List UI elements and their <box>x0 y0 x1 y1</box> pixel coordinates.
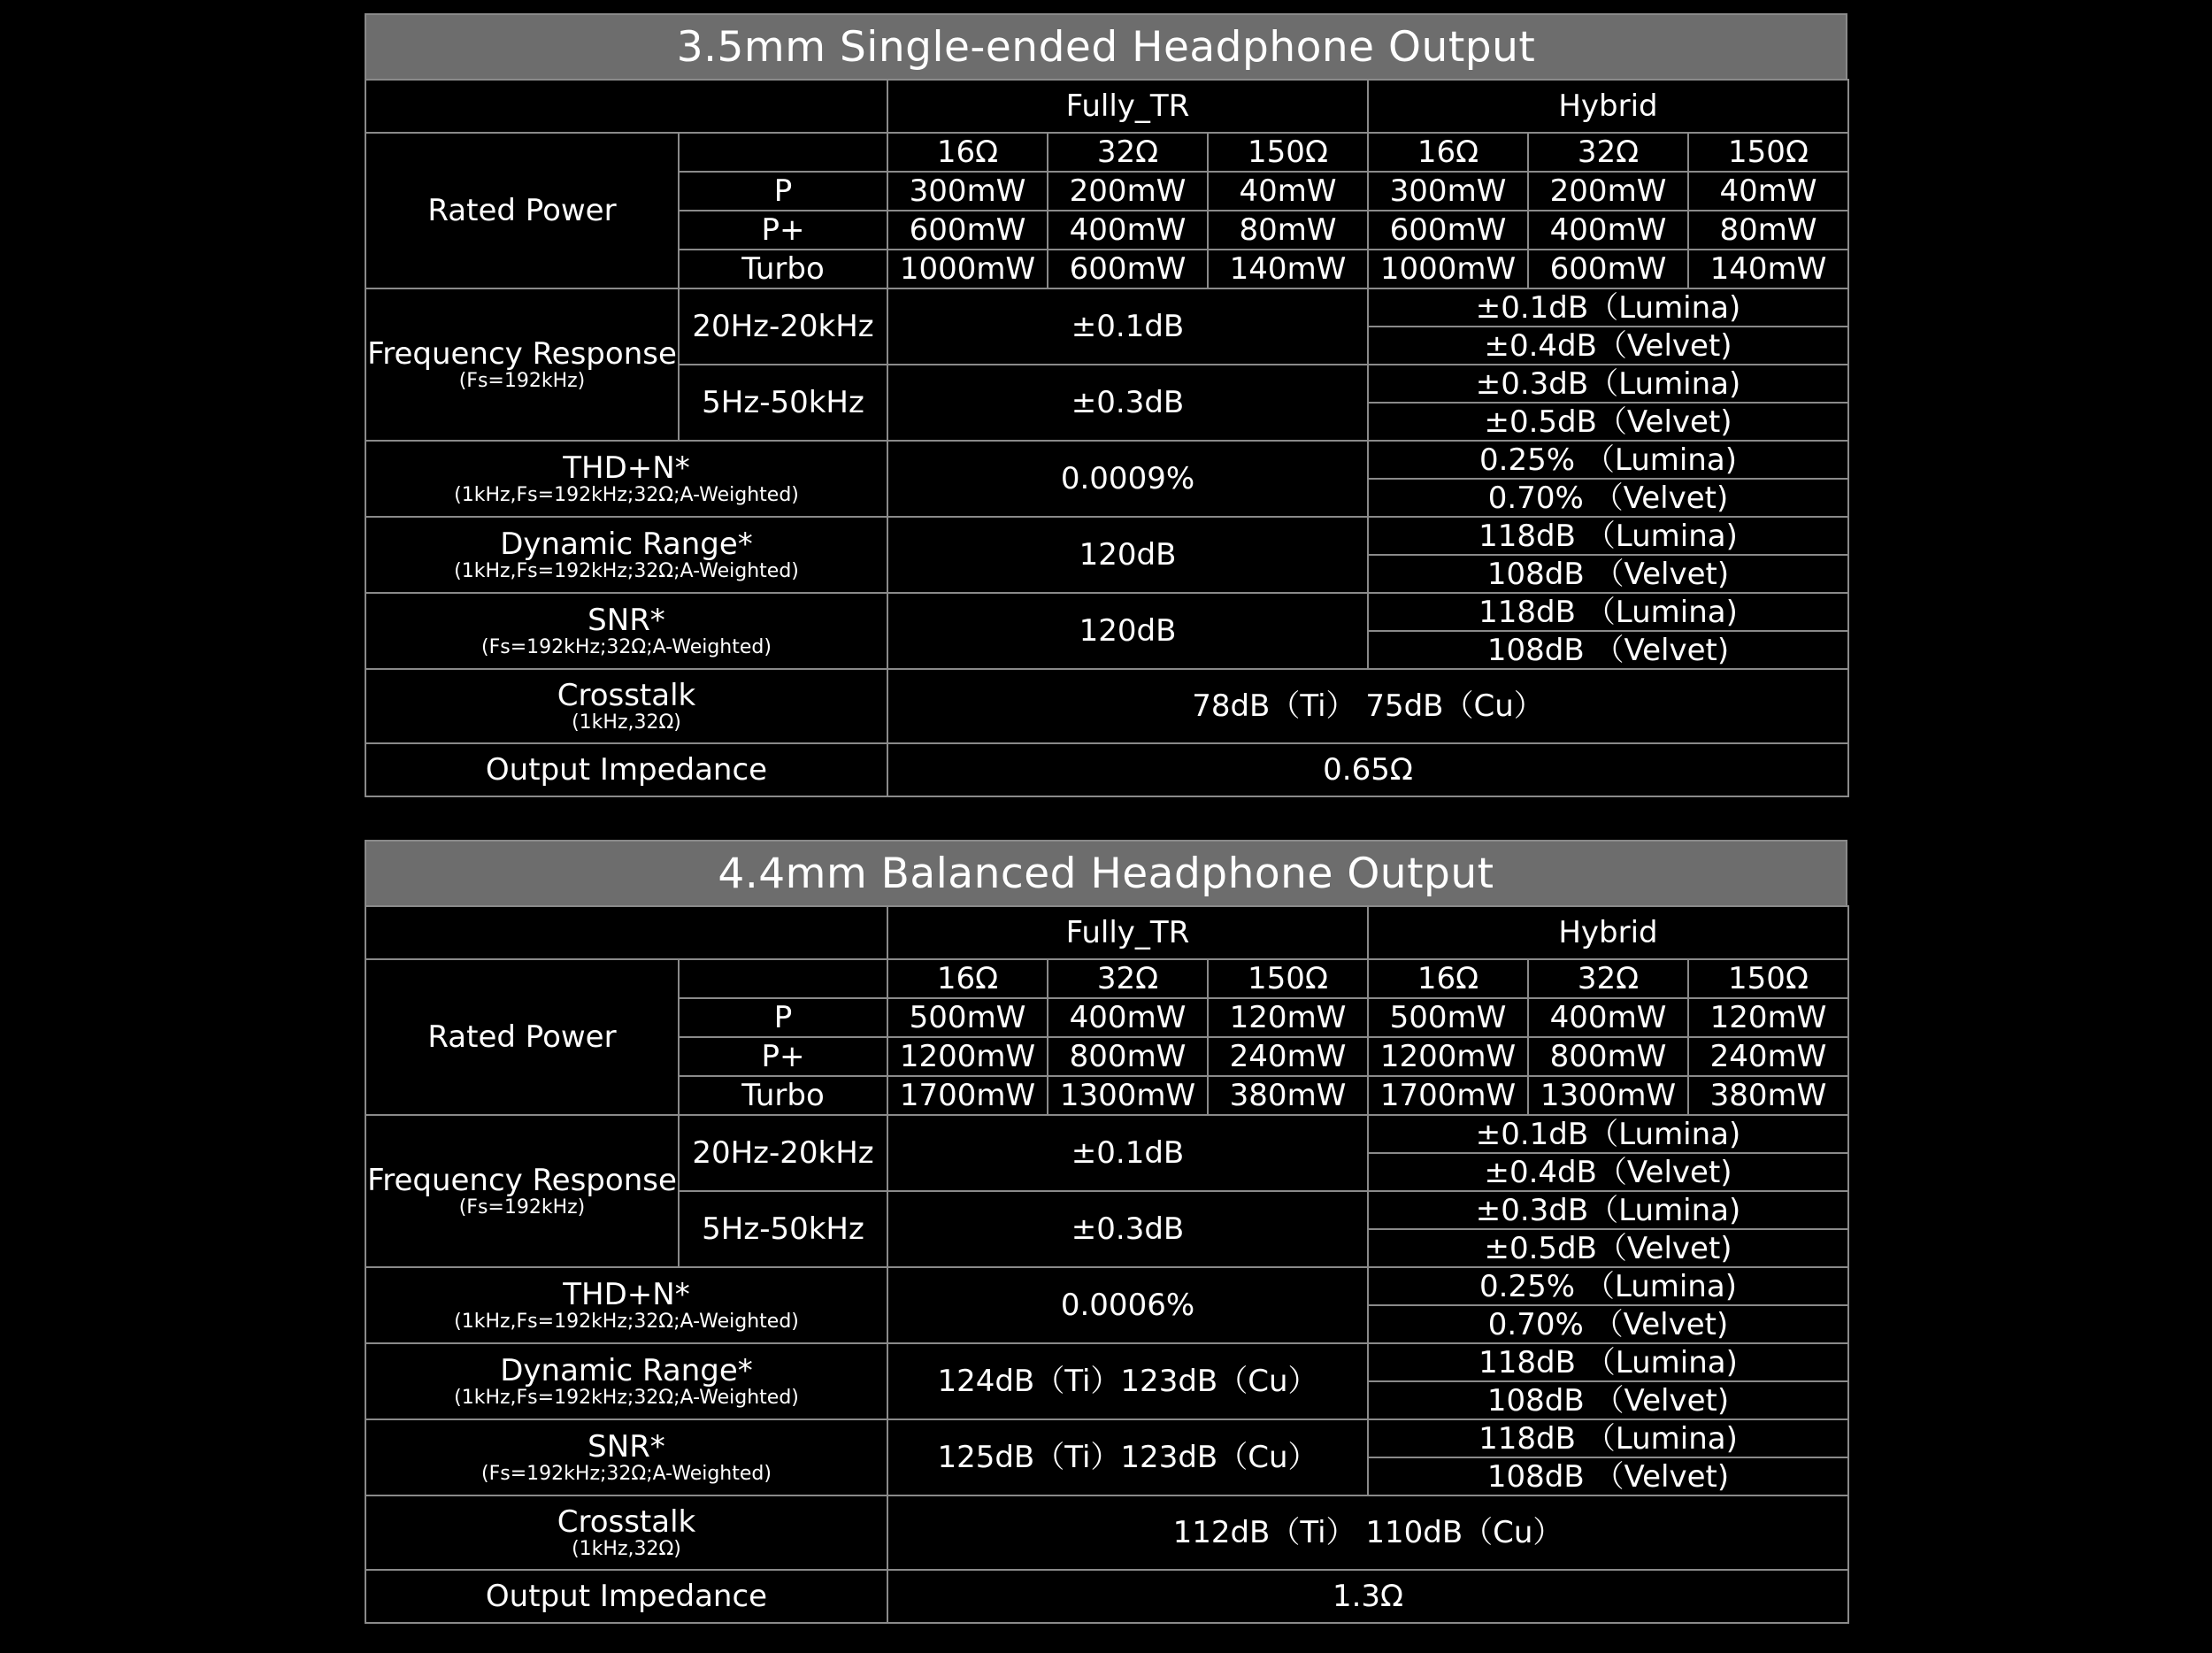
spec-table-3-5mm <box>365 13 1847 797</box>
output-impedance-value: 1.3Ω <box>887 1570 1848 1623</box>
thd-label: THD+N* (1kHz,Fs=192kHz;32Ω;A-Weighted) <box>365 1267 887 1343</box>
power-value: 1000mW <box>887 250 1048 288</box>
impedance-header: 150Ω <box>1208 959 1368 998</box>
fully-tr-value: 120dB <box>887 593 1368 669</box>
corner-cell <box>365 906 887 959</box>
hybrid-value: 108dB （Velvet) <box>1368 1381 1848 1419</box>
power-value: 240mW <box>1208 1037 1368 1076</box>
hybrid-value: 0.70% （Velvet) <box>1368 479 1848 517</box>
impedance-header: 32Ω <box>1048 959 1208 998</box>
fully-tr-value: ±0.3dB <box>887 1191 1368 1267</box>
power-value: 300mW <box>887 172 1048 211</box>
fully-tr-value: 0.0009% <box>887 441 1368 517</box>
power-mode-label: Turbo <box>679 250 887 288</box>
fully-tr-value: ±0.1dB <box>887 288 1368 365</box>
hybrid-value: ±0.3dB（Lumina) <box>1368 1191 1848 1229</box>
frequency-response-label: Frequency Response (Fs=192kHz) <box>365 1115 679 1267</box>
power-mode-label: P+ <box>679 211 887 250</box>
power-value: 200mW <box>1528 172 1688 211</box>
mode-header-hybrid: Hybrid <box>1368 80 1848 133</box>
frequency-range: 5Hz-50kHz <box>679 365 887 441</box>
mode-header-hybrid: Hybrid <box>1368 906 1848 959</box>
power-mode-label: P+ <box>679 1037 887 1076</box>
thd-label: THD+N* (1kHz,Fs=192kHz;32Ω;A-Weighted) <box>365 441 887 517</box>
power-value: 600mW <box>1368 211 1528 250</box>
power-value: 140mW <box>1208 250 1368 288</box>
hybrid-value: 108dB （Velvet) <box>1368 1457 1848 1495</box>
impedance-header: 32Ω <box>1528 133 1688 172</box>
mode-header-fully-tr: Fully_TR <box>887 80 1368 133</box>
crosstalk-label: Crosstalk (1kHz,32Ω) <box>365 1495 887 1570</box>
hybrid-value: 118dB （Lumina) <box>1368 593 1848 631</box>
fully-tr-value: 125dB（Ti）123dB（Cu） <box>887 1419 1368 1495</box>
hybrid-value: ±0.4dB（Velvet) <box>1368 1153 1848 1191</box>
power-value: 1300mW <box>1528 1076 1688 1115</box>
dynamic-range-label: Dynamic Range* (1kHz,Fs=192kHz;32Ω;A-Weighted) <box>365 1343 887 1419</box>
corner-cell <box>365 80 887 133</box>
frequency-response-label: Frequency Response (Fs=192kHz) <box>365 288 679 441</box>
frequency-range: 20Hz-20kHz <box>679 288 887 365</box>
impedance-header: 150Ω <box>1688 133 1848 172</box>
hybrid-value: 108dB （Velvet) <box>1368 631 1848 669</box>
hybrid-value: ±0.1dB（Lumina) <box>1368 288 1848 327</box>
mode-header-fully-tr: Fully_TR <box>887 906 1368 959</box>
power-value: 800mW <box>1048 1037 1208 1076</box>
power-value: 500mW <box>1368 998 1528 1037</box>
power-value: 380mW <box>1688 1076 1848 1115</box>
power-value: 400mW <box>1048 211 1208 250</box>
power-mode-label: Turbo <box>679 1076 887 1115</box>
hybrid-value: 118dB （Lumina) <box>1368 1419 1848 1457</box>
power-value: 80mW <box>1688 211 1848 250</box>
rated-power-label: Rated Power <box>365 133 679 288</box>
hybrid-value: ±0.5dB（Velvet) <box>1368 403 1848 441</box>
frequency-range: 20Hz-20kHz <box>679 1115 887 1191</box>
impedance-header: 150Ω <box>1208 133 1368 172</box>
power-value: 1200mW <box>887 1037 1048 1076</box>
power-value: 600mW <box>887 211 1048 250</box>
power-value: 400mW <box>1528 998 1688 1037</box>
power-value: 380mW <box>1208 1076 1368 1115</box>
power-value: 600mW <box>1528 250 1688 288</box>
power-mode-label: P <box>679 998 887 1037</box>
power-mode-label: P <box>679 172 887 211</box>
snr-label: SNR* (Fs=192kHz;32Ω;A-Weighted) <box>365 593 887 669</box>
table-title: 4.4mm Balanced Headphone Output <box>365 840 1847 905</box>
power-value: 500mW <box>887 998 1048 1037</box>
output-impedance-label: Output Impedance <box>365 1570 887 1623</box>
impedance-header: 32Ω <box>1528 959 1688 998</box>
table-title: 3.5mm Single-ended Headphone Output <box>365 13 1847 79</box>
spec-grid <box>365 79 1849 797</box>
frequency-range: 5Hz-50kHz <box>679 1191 887 1267</box>
hybrid-value: 118dB （Lumina) <box>1368 1343 1848 1381</box>
power-value: 800mW <box>1528 1037 1688 1076</box>
hybrid-value: ±0.5dB（Velvet) <box>1368 1229 1848 1267</box>
fully-tr-value: 120dB <box>887 517 1368 593</box>
spec-grid <box>365 905 1849 1624</box>
hybrid-value: ±0.4dB（Velvet) <box>1368 327 1848 365</box>
power-value: 140mW <box>1688 250 1848 288</box>
power-value: 40mW <box>1688 172 1848 211</box>
power-value: 300mW <box>1368 172 1528 211</box>
output-impedance-value: 0.65Ω <box>887 743 1848 796</box>
spec-table-4-4mm <box>365 840 1847 1624</box>
impedance-header: 32Ω <box>1048 133 1208 172</box>
fully-tr-value: ±0.3dB <box>887 365 1368 441</box>
blank-cell <box>679 959 887 998</box>
fully-tr-value: ±0.1dB <box>887 1115 1368 1191</box>
power-value: 240mW <box>1688 1037 1848 1076</box>
snr-label: SNR* (Fs=192kHz;32Ω;A-Weighted) <box>365 1419 887 1495</box>
impedance-header: 16Ω <box>1368 959 1528 998</box>
hybrid-value: 0.25% （Lumina) <box>1368 1267 1848 1305</box>
power-value: 400mW <box>1528 211 1688 250</box>
power-value: 400mW <box>1048 998 1208 1037</box>
fully-tr-value: 0.0006% <box>887 1267 1368 1343</box>
hybrid-value: ±0.3dB（Lumina) <box>1368 365 1848 403</box>
power-value: 120mW <box>1208 998 1368 1037</box>
power-value: 80mW <box>1208 211 1368 250</box>
power-value: 600mW <box>1048 250 1208 288</box>
dynamic-range-label: Dynamic Range* (1kHz,Fs=192kHz;32Ω;A-Weighted) <box>365 517 887 593</box>
blank-cell <box>679 133 887 172</box>
power-value: 200mW <box>1048 172 1208 211</box>
output-impedance-label: Output Impedance <box>365 743 887 796</box>
power-value: 120mW <box>1688 998 1848 1037</box>
power-value: 40mW <box>1208 172 1368 211</box>
hybrid-value: ±0.1dB（Lumina) <box>1368 1115 1848 1153</box>
hybrid-value: 108dB （Velvet) <box>1368 555 1848 593</box>
power-value: 1000mW <box>1368 250 1528 288</box>
hybrid-value: 118dB （Lumina) <box>1368 517 1848 555</box>
impedance-header: 16Ω <box>887 959 1048 998</box>
hybrid-value: 0.25% （Lumina) <box>1368 441 1848 479</box>
crosstalk-label: Crosstalk (1kHz,32Ω) <box>365 669 887 743</box>
fully-tr-value: 124dB（Ti）123dB（Cu） <box>887 1343 1368 1419</box>
hybrid-value: 0.70% （Velvet) <box>1368 1305 1848 1343</box>
crosstalk-value: 78dB（Ti） 75dB（Cu） <box>887 669 1848 743</box>
rated-power-label: Rated Power <box>365 959 679 1115</box>
power-value: 1200mW <box>1368 1037 1528 1076</box>
crosstalk-value: 112dB（Ti） 110dB（Cu） <box>887 1495 1848 1570</box>
power-value: 1700mW <box>1368 1076 1528 1115</box>
impedance-header: 16Ω <box>1368 133 1528 172</box>
impedance-header: 150Ω <box>1688 959 1848 998</box>
impedance-header: 16Ω <box>887 133 1048 172</box>
power-value: 1700mW <box>887 1076 1048 1115</box>
power-value: 1300mW <box>1048 1076 1208 1115</box>
